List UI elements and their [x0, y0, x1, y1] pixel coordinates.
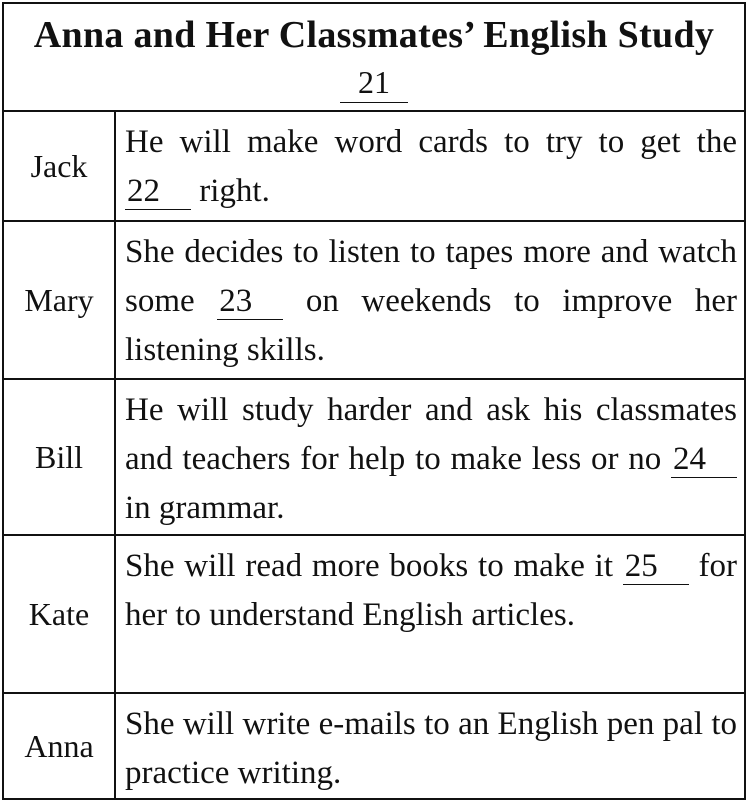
- row-description: [125, 118, 737, 216]
- description-text: He will study harder and ask his classmates and teachers for help to make less or no: [125, 392, 737, 477]
- description-text: right.: [199, 173, 270, 209]
- table-row: [4, 536, 744, 694]
- description-text: She will read more books to make it: [125, 548, 613, 584]
- description-text: She will write e-mails to an English pen pal to practice writing.: [125, 706, 737, 791]
- description-text: He will make word cards to try to get the: [125, 124, 737, 160]
- blank-22: 22: [125, 173, 191, 210]
- student-name: Mary: [4, 222, 116, 378]
- description-text: in grammar.: [125, 490, 285, 526]
- row-description: [125, 542, 737, 640]
- table-row: [4, 694, 744, 798]
- table-row: [4, 112, 744, 222]
- blank-23: 23: [217, 283, 283, 320]
- student-name: Kate: [4, 536, 116, 692]
- row-description: [125, 228, 737, 375]
- row-description: [125, 700, 737, 798]
- table-row: [4, 380, 744, 536]
- description-text: for her to understand English articles.: [125, 548, 738, 633]
- study-table: [2, 2, 746, 800]
- description-text: on weekends to improve her listening skills.: [125, 283, 738, 368]
- blank-25: 25: [623, 548, 689, 585]
- table-header: [4, 4, 744, 112]
- blank-24: 24: [671, 441, 737, 478]
- table-title: Anna and Her Classmates’ English Study: [33, 14, 715, 56]
- student-name: Anna: [4, 694, 116, 798]
- student-name: Bill: [4, 380, 116, 534]
- student-name: Jack: [4, 112, 116, 220]
- description-text: She decides to listen to tapes more and watch some: [125, 234, 737, 319]
- table-row: [4, 222, 744, 380]
- row-description: [125, 386, 737, 533]
- blank-21: 21: [340, 62, 408, 103]
